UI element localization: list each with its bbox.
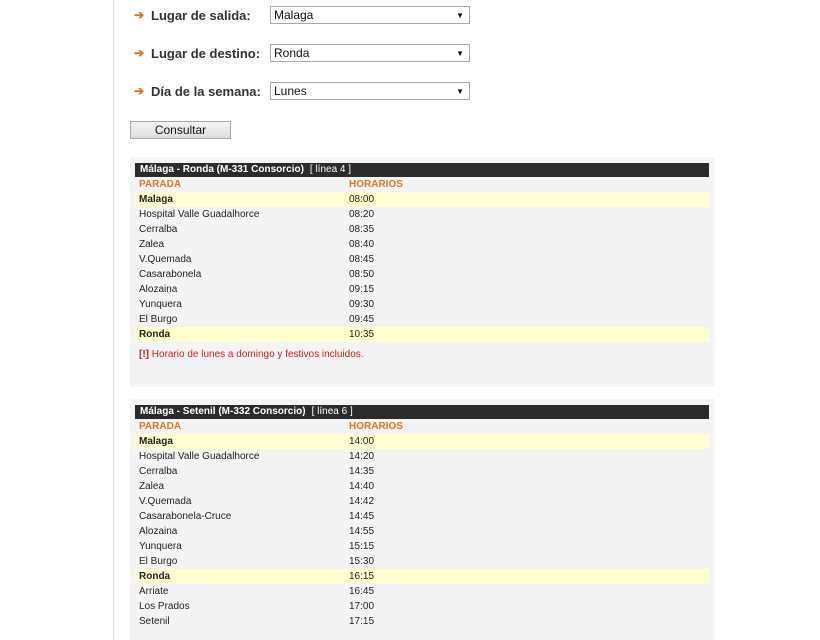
stop-name: Zalea [139,239,165,250]
stop-name: Casarabonela [139,269,202,280]
stop-time: 14:40 [349,481,375,492]
route-header [135,405,709,419]
table-row [130,614,715,629]
stop-name: Alozaina [139,526,178,537]
route-panel [130,157,715,387]
stop-time: 10:35 [349,329,375,340]
salida-label: Lugar de salida: [151,7,251,23]
route-note [130,342,715,362]
stop-name: Cerralba [139,466,178,477]
stop-time: 08:35 [349,224,375,235]
table-row [130,449,715,464]
destino-select[interactable] [270,44,470,62]
table-row [135,192,709,207]
table-row [130,539,715,554]
dia-select[interactable] [270,82,470,100]
stop-name: V.Quemada [139,496,192,507]
destino-value: Ronda [274,46,310,60]
table-row [130,312,715,327]
stop-time: 08:40 [349,239,375,250]
stop-time: 09:45 [349,314,375,325]
stop-name: Yunquera [139,299,182,310]
left-divider [113,0,114,640]
stop-time: 09:15 [349,284,375,295]
stop-time: 08:45 [349,254,375,265]
parada-header: PARADA [139,179,182,190]
salida-select[interactable] [270,6,470,24]
dia-row [134,81,470,101]
salida-row [134,5,470,25]
route-linea: [ línea 6 ] [311,406,353,417]
destino-label: Lugar de destino: [151,45,261,61]
table-row [135,434,709,449]
arrow-right-icon: ➔ [134,8,145,22]
stop-name: Hospital Valle Guadalhorce [139,451,260,462]
consultar-button[interactable]: Consultar [130,121,231,139]
table-row [130,297,715,312]
table-row [130,252,715,267]
table-row [130,282,715,297]
stop-name: Arriate [139,586,169,597]
note-text: Horario de lunes a domingo y festivos incluidos. [151,349,364,360]
dia-value: Lunes [274,84,307,98]
stop-name: Cerralba [139,224,178,235]
table-row [130,267,715,282]
parada-header: PARADA [139,421,182,432]
stop-name: Hospital Valle Guadalhorce [139,209,260,220]
stop-name: V.Quemada [139,254,192,265]
stop-name: Ronda [139,329,171,340]
chevron-down-icon: ▼ [456,87,464,96]
table-row [130,479,715,494]
table-row [130,554,715,569]
stop-name: Zalea [139,481,165,492]
stop-name: Alozaina [139,284,178,295]
table-row [130,207,715,222]
stop-name: Casarabonela-Cruce [139,511,232,522]
route-title: Málaga - Ronda (M-331 Consorcio) [140,164,304,175]
table-row [130,599,715,614]
arrow-right-icon: ➔ [134,84,145,98]
stop-time: 16:45 [349,586,375,597]
stop-time: 08:00 [349,194,375,205]
stop-time: 17:00 [349,601,375,612]
stop-time: 14:55 [349,526,375,537]
stop-name: El Burgo [139,556,178,567]
arrow-right-icon: ➔ [134,46,145,60]
stop-time: 09:30 [349,299,375,310]
stop-time: 16:15 [349,571,375,582]
stop-time: 14:20 [349,451,375,462]
stop-name: Los Prados [139,601,190,612]
stop-name: Malaga [139,194,173,205]
stop-time: 08:50 [349,269,375,280]
stop-time: 14:35 [349,466,375,477]
route-linea: [ línea 4 ] [309,164,352,175]
stop-time: 15:15 [349,541,375,552]
stop-name: Setenil [139,616,170,627]
table-row [130,509,715,524]
table-row [130,222,715,237]
route-title: Málaga - Setenil (M-332 Consorcio) [140,406,306,417]
salida-value: Malaga [274,8,314,22]
stop-time: 15:30 [349,556,375,567]
warning-mark: [!] [139,349,149,360]
stop-name: Malaga [139,436,173,447]
table-row [130,584,715,599]
dia-label: Día de la semana: [151,83,261,99]
destino-row [134,43,470,63]
stop-name: El Burgo [139,314,178,325]
chevron-down-icon: ▼ [456,49,464,58]
stop-name: Yunquera [139,541,182,552]
stop-time: 14:00 [349,436,375,447]
table-row [130,524,715,539]
route-header [135,163,709,177]
stop-name: Ronda [139,571,171,582]
column-headers [130,419,715,434]
chevron-down-icon: ▼ [456,11,464,20]
stop-time: 14:42 [349,496,375,507]
horarios-header: HORARIOS [349,421,403,432]
stop-time: 14:45 [349,511,375,522]
route-panel [130,399,715,640]
table-row [135,327,709,342]
table-row [130,237,715,252]
horarios-header: HORARIOS [349,179,403,190]
table-row [135,569,709,584]
stop-time: 08:20 [349,209,375,220]
table-row [130,464,715,479]
column-headers [130,177,715,192]
stop-time: 17:15 [349,616,375,627]
table-row [130,494,715,509]
